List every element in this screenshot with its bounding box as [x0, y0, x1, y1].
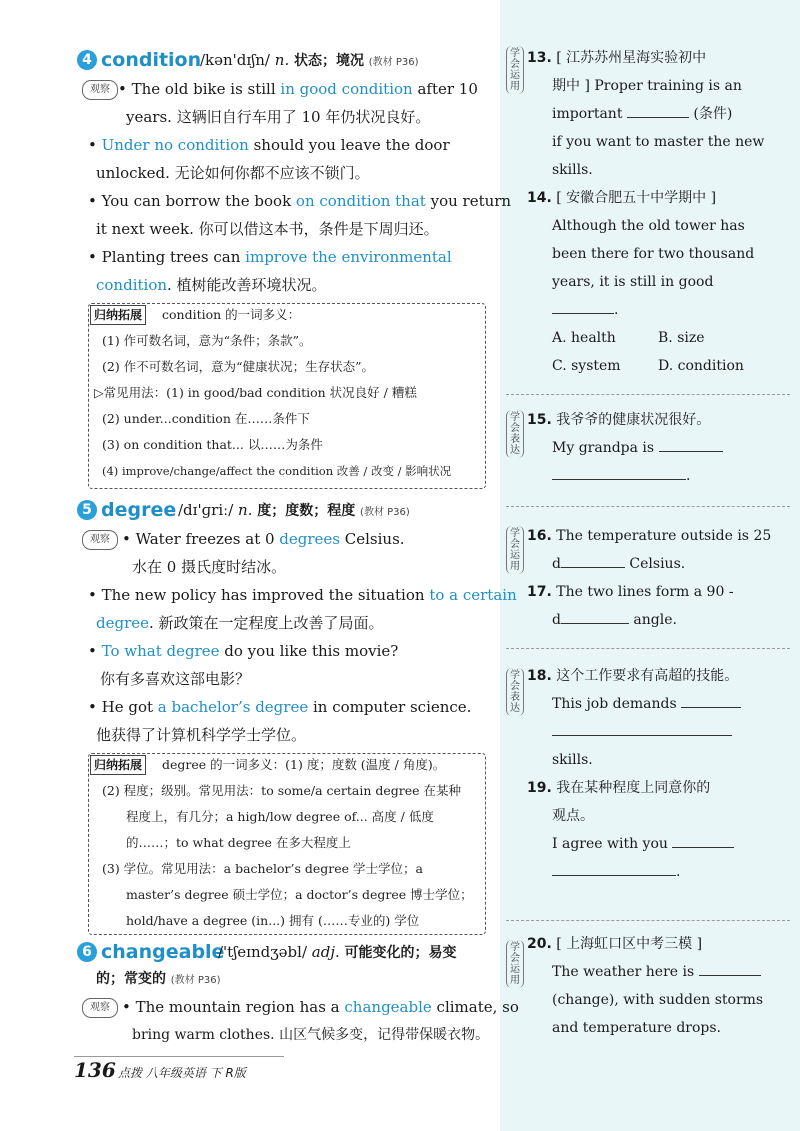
example-translation: it next week. 你可以借这本书，条件是下周归还。: [96, 220, 439, 238]
section-divider: [506, 920, 790, 921]
answer-blank[interactable]: [672, 833, 734, 848]
headword-definition: [178, 498, 410, 525]
headword-degree: degree: [101, 499, 177, 521]
question-text: (change), with sudden storms: [552, 992, 764, 1008]
extension-line: (1) 作可数名词，意为“条件；条款”。: [102, 333, 312, 348]
part-of-speech: n.: [274, 51, 290, 69]
practice-tag: 学会表达: [506, 410, 524, 458]
question-text: I agree with you: [552, 830, 734, 858]
question-text: years, it is still in good: [552, 274, 714, 290]
question-text: .: [552, 462, 690, 490]
option-b[interactable]: B. size: [658, 330, 705, 346]
example-translation: unlocked. 无论如何你都不应该不锁门。: [96, 164, 370, 182]
example-sentence: • The old bike is still in good condition after 10: [118, 80, 478, 98]
example-translation: 你有多喜欢这部电影？: [100, 670, 251, 688]
section-divider: [506, 648, 790, 649]
extension-line: master’s degree 硕士学位；a doctor’s degree 博士学位；: [126, 887, 473, 902]
observe-tag: 观察: [82, 998, 118, 1018]
question-text: skills.: [552, 162, 593, 178]
example-sentence: • He got a bachelor’s degree in computer science.: [88, 698, 472, 716]
extension-line: (4) improve/change/affect the condition 改善 / 改变 / 影响状况: [102, 464, 452, 478]
headword-changeable: changeable: [101, 941, 225, 963]
practice-tag: 学会表达: [506, 668, 524, 716]
question-17: 17. The two lines form a 90 -: [527, 584, 734, 600]
example-translation: 他获得了计算机科学学士学位。: [96, 726, 307, 744]
page-number: 136: [74, 1058, 116, 1082]
headword-definition: [200, 48, 419, 75]
option-a[interactable]: A. health: [552, 330, 616, 346]
question-text: important (条件): [552, 100, 732, 128]
extension-line: (2) under...condition 在……条件下: [102, 411, 310, 426]
extension-label: 归纳拓展: [90, 755, 146, 775]
option-c[interactable]: C. system: [552, 358, 621, 374]
entry-number-badge: 6: [77, 942, 97, 962]
question-20: 20. [ 上海虹口区中考三模 ]: [527, 936, 703, 952]
headword-condition: condition: [101, 49, 202, 71]
observe-tag: 观察: [82, 80, 118, 100]
extension-line: (2) 程度；级别。常见用法：to some/a certain degree 在某种: [102, 783, 462, 798]
observe-tag: 观察: [82, 530, 118, 550]
example-translation: condition. 植树能改善环境状况。: [96, 276, 327, 294]
headword-definition: [218, 940, 457, 965]
question-16: 16. The temperature outside is 25: [527, 528, 772, 544]
question-15: 15. 我爷爷的健康状况很好。: [527, 412, 711, 428]
part-of-speech: adj.: [311, 943, 340, 961]
question-text: d angle.: [552, 606, 677, 634]
answer-blank[interactable]: [561, 609, 629, 624]
book-title: 点拨 八年级英语 下 R版: [118, 1066, 246, 1080]
question-text: and temperature drops.: [552, 1020, 721, 1036]
question-text: 观点。: [552, 808, 594, 824]
textbook-reference: (教材 P36): [360, 507, 410, 518]
textbook-reference: (教材 P36): [368, 57, 419, 68]
extension-line: 的……；to what degree 在多大程度上: [126, 835, 351, 850]
question-text: 期中 ] Proper training is an: [552, 78, 742, 94]
phonetic: /kən'dɪʃn/: [200, 51, 270, 69]
question-text: been there for two thousand: [552, 246, 755, 262]
question-19: 19. 我在某种程度上同意你的: [527, 780, 711, 796]
example-translation: degree. 新政策在一定程度上改善了局面。: [96, 614, 384, 632]
question-text: d Celsius.: [552, 550, 685, 578]
answer-blank[interactable]: [552, 299, 614, 314]
example-sentence: • The new policy has improved the situation to a certain: [88, 586, 517, 604]
extension-line: ▷常见用法：(1) in good/bad condition 状况良好 / 糟糕: [94, 385, 417, 400]
answer-blank[interactable]: [699, 961, 761, 976]
example-sentence: • To what degree do you like this movie?: [88, 642, 399, 660]
footer-rule: [74, 1056, 284, 1057]
extension-line: 程度上，有几分；a high/low degree of... 高度 / 低度: [126, 809, 434, 824]
question-text: .: [552, 858, 680, 886]
question-text: My grandpa is: [552, 434, 723, 462]
practice-tag: 学会运用: [506, 940, 524, 988]
extension-line: (2) 作不可数名词，意为“健康状况；生存状态”。: [102, 359, 374, 374]
entry-number-badge: 5: [77, 500, 97, 520]
answer-blank[interactable]: [627, 103, 689, 118]
extension-line: condition 的一词多义：: [162, 307, 301, 322]
question-text: .: [552, 296, 618, 324]
practice-tag: 学会运用: [506, 526, 524, 574]
question-text: The weather here is: [552, 958, 761, 986]
example-sentence: • Under no condition should you leave the door: [88, 136, 450, 154]
phonetic: /'tʃeɪndʒəbl/: [218, 943, 308, 961]
question-text: skills.: [552, 752, 593, 768]
question-text: [552, 718, 732, 746]
example-sentence: • Planting trees can improve the environmental: [88, 248, 452, 266]
chinese-meaning: 度；度数；程度: [257, 503, 356, 519]
extension-line: (3) 学位。常见用法：a bachelor’s degree 学士学位；a: [102, 861, 423, 876]
entry-number-badge: 4: [77, 50, 97, 70]
phonetic: /dɪ'ɡriː/: [178, 501, 234, 519]
extension-label: 归纳拓展: [90, 305, 146, 325]
example-translation: years. 这辆旧自行车用了 10 年仍状况良好。: [126, 108, 431, 126]
practice-tag: 学会运用: [506, 46, 524, 94]
extension-line: (3) on condition that... 以……为条件: [102, 437, 323, 452]
example-translation: 水在 0 摄氏度时结冰。: [132, 558, 287, 576]
headword-definition-cont: 的；常变的 (教材 P36): [96, 971, 221, 987]
question-14: 14. [ 安徽合肥五十中学期中 ]: [527, 190, 717, 206]
answer-blank[interactable]: [552, 861, 676, 876]
option-d[interactable]: D. condition: [658, 358, 744, 374]
section-divider: [506, 506, 790, 507]
question-text: This job demands: [552, 690, 741, 718]
chinese-meaning: 可能变化的；易变: [344, 945, 457, 961]
extension-line: degree 的一词多义：(1) 度；度数 (温度 / 角度)。: [162, 757, 446, 772]
question-13: 13. [ 江苏苏州星海实验初中: [527, 50, 707, 66]
question-text: if you want to master the new: [552, 134, 765, 150]
answer-blank[interactable]: [552, 721, 732, 736]
extension-line: hold/have a degree (in...) 拥有 (……专业的) 学位: [126, 913, 420, 928]
answer-blank[interactable]: [681, 693, 741, 708]
answer-blank[interactable]: [659, 437, 723, 452]
example-sentence: • Water freezes at 0 degrees Celsius.: [122, 530, 405, 548]
question-18: 18. 这个工作要求有高超的技能。: [527, 668, 739, 684]
part-of-speech: n.: [238, 501, 253, 519]
example-sentence: • The mountain region has a changeable climate, so: [122, 998, 519, 1016]
example-sentence: • You can borrow the book on condition that you return: [88, 192, 512, 210]
answer-blank[interactable]: [561, 553, 625, 568]
answer-blank[interactable]: [552, 465, 686, 480]
chinese-meaning: 状态；境况: [294, 53, 364, 69]
example-translation: bring warm clothes. 山区气候多变，记得带保暖衣物。: [132, 1027, 490, 1043]
section-divider: [506, 394, 790, 395]
question-text: Although the old tower has: [552, 218, 745, 234]
